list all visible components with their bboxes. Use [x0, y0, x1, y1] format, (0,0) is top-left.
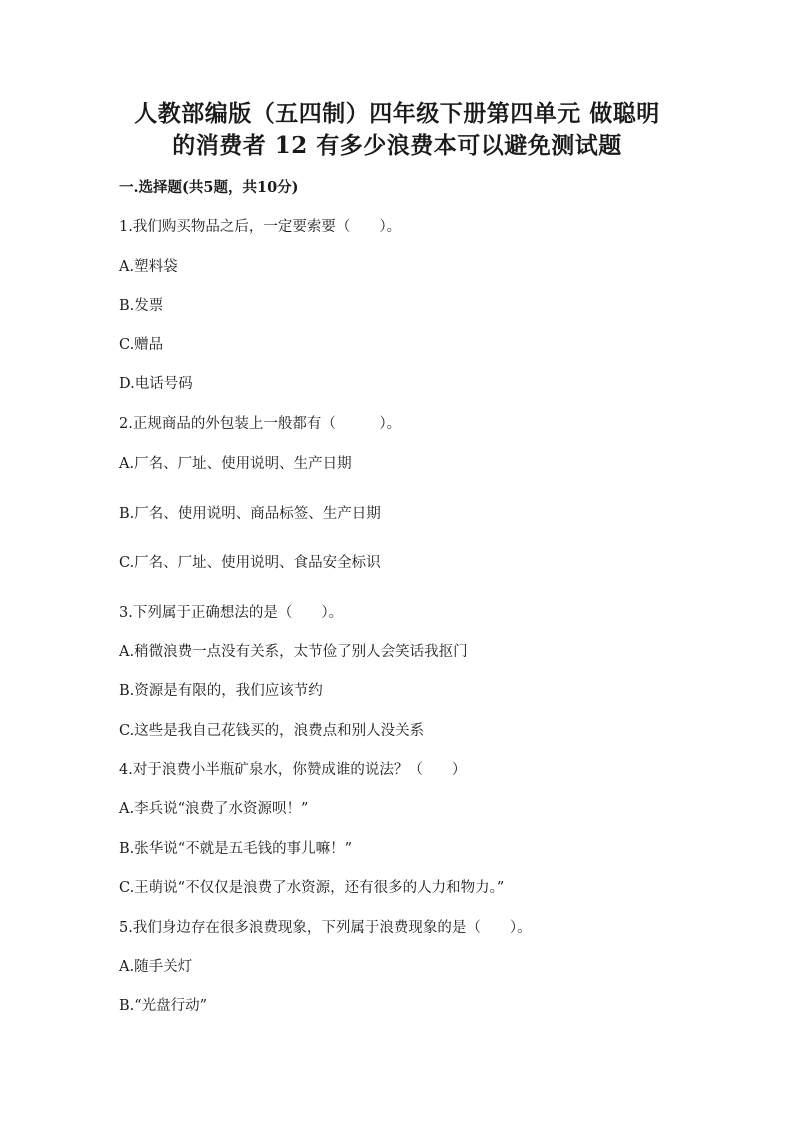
question-3-option-c: C.这些是我自己花钱买的，浪费点和别人没关系: [119, 723, 425, 739]
question-1-option-d: D.电话号码: [119, 376, 193, 392]
question-4-option-c: C.王萌说“不仅仅是浪费了水资源，还有很多的人力和物力。”: [119, 880, 505, 896]
document-title-line-2: 的消费者 12 有多少浪费本可以避免测试题: [172, 132, 622, 159]
question-1-option-a: A.塑料袋: [119, 259, 178, 275]
question-2-stem: 2.正规商品的外包装上一般都有（ ）。: [119, 416, 402, 432]
question-5-option-b: B.“光盘行动”: [119, 998, 208, 1014]
question-3-stem: 3.下列属于正确想法的是（ ）。: [119, 605, 344, 621]
question-1-stem: 1.我们购买物品之后，一定要索要（ ）。: [119, 219, 402, 235]
question-2-option-a: A.厂名、厂址、使用说明、生产日期: [119, 456, 352, 472]
question-1-option-b: B.发票: [119, 298, 164, 314]
question-4-stem: 4.对于浪费小半瓶矿泉水，你赞成谁的说法？（ ）: [119, 762, 467, 778]
section-heading: 一.选择题(共5题，共10分): [119, 179, 299, 196]
document-title-line-1: 人教部编版（五四制）四年级下册第四单元 做聪明: [134, 100, 660, 127]
question-1-option-c: C.赠品: [119, 337, 164, 353]
question-2-option-b: B.厂名、使用说明、商品标签、生产日期: [119, 506, 381, 522]
question-3-option-a: A.稍微浪费一点没有关系，太节俭了别人会笑话我抠门: [119, 644, 468, 660]
question-2-option-c: C.厂名、厂址、使用说明、食品安全标识: [119, 555, 381, 571]
question-4-option-a: A.李兵说“浪费了水资源呗！”: [119, 801, 309, 817]
question-3-option-b: B.资源是有限的，我们应该节约: [119, 683, 323, 699]
question-5-option-a: A.随手关灯: [119, 959, 193, 975]
question-4-option-b: B.张华说“不就是五毛钱的事儿嘛！”: [119, 841, 353, 857]
question-5-stem: 5.我们身边存在很多浪费现象，下列属于浪费现象的是（ ）。: [119, 920, 532, 936]
